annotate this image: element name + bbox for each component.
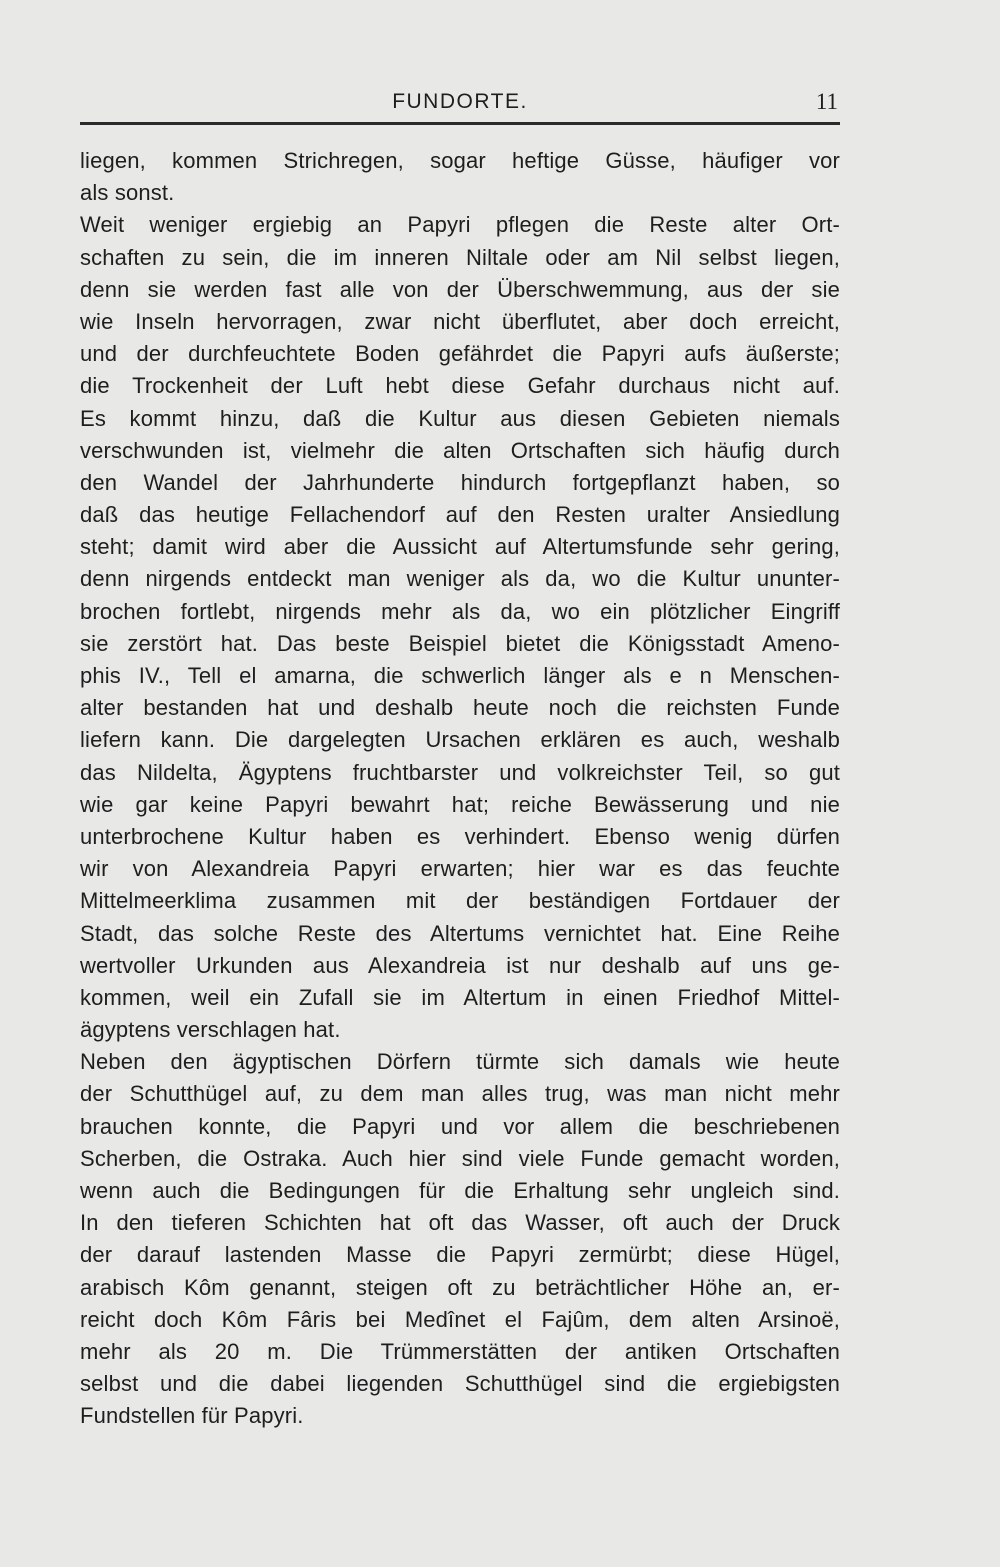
text-line: arabisch Kôm genannt, steigen oft zu beträchtlicher Höhe an, er- <box>80 1274 840 1300</box>
text-line: brochen fortlebt, nirgends mehr als da, wo ein plötzlicher Eingriff <box>80 598 840 624</box>
text-line: Scherben, die Ostraka. Auch hier sind viele Funde gemacht worden, <box>80 1145 840 1171</box>
text-line: den Wandel der Jahrhunderte hindurch fortgepflanzt haben, so <box>80 469 840 495</box>
text-line: Stadt, das solche Reste des Altertums vernichtet hat. Eine Reihe <box>80 920 840 946</box>
text-line: die Trockenheit der Luft hebt diese Gefahr durchaus nicht auf. <box>80 373 840 399</box>
text-line: wertvoller Urkunden aus Alexandreia ist nur deshalb auf uns ge- <box>80 952 840 978</box>
text-line: denn sie werden fast alle von der Überschwemmung, aus der sie <box>80 276 840 302</box>
text-line: Neben den ägyptischen Dörfern türmte sich damals wie heute <box>80 1049 840 1075</box>
text-line: liefern kann. Die dargelegten Ursachen erklären es auch, weshalb <box>80 727 840 753</box>
text-line: reicht doch Kôm Fâris bei Medînet el Fajûm, dem alten Arsinoë, <box>80 1306 840 1332</box>
text-line: wir von Alexandreia Papyri erwarten; hier war es das feuchte <box>80 856 840 882</box>
text-line: Es kommt hinzu, daß die Kultur aus diesen Gebieten niemals <box>80 405 840 431</box>
text-line: Weit weniger ergiebig an Papyri pflegen die Reste alter Ort- <box>80 212 840 238</box>
text-line: phis IV., Tell el amarna, die schwerlich länger als e n Menschen- <box>80 663 840 688</box>
text-line: Fundstellen für Papyri. <box>80 1403 304 1429</box>
text-line: verschwunden ist, vielmehr die alten Ortschaften sich häufig durch <box>80 437 840 463</box>
text-line: wenn auch die Bedingungen für die Erhaltung sehr ungleich sind. <box>80 1178 840 1203</box>
running-head <box>80 88 840 125</box>
text-line: und der durchfeuchtete Boden gefährdet die Papyri aufs äußerste; <box>80 341 840 367</box>
text-line: wie gar keine Papyri bewahrt hat; reiche Bewässerung und nie <box>80 791 840 817</box>
text-line: kommen, weil ein Zufall sie im Altertum in einen Friedhof Mittel- <box>80 984 840 1010</box>
text-line: mehr als 20 m. Die Trümmerstätten der antiken Ortschaften <box>80 1338 840 1364</box>
text-line: das Nildelta, Ägyptens fruchtbarster und volkreichster Teil, so gut <box>80 759 840 785</box>
page-number: 11 <box>815 89 838 114</box>
text-line: der darauf lastenden Masse die Papyri zermürbt; diese Hügel, <box>80 1242 840 1268</box>
text-line: In den tieferen Schichten hat oft das Wasser, oft auch der Druck <box>80 1210 840 1236</box>
text-line: denn nirgends entdeckt man weniger als da, wo die Kultur ununter- <box>80 566 840 592</box>
text-line: der Schutthügel auf, zu dem man alles trug, was man nicht mehr <box>80 1081 840 1107</box>
text-line: brauchen konnte, die Papyri und vor allem die beschriebenen <box>80 1113 840 1139</box>
text-line: als sonst. <box>80 180 175 206</box>
text-line: alter bestanden hat und deshalb heute noch die reichsten Funde <box>80 695 840 721</box>
text-line: sie zerstört hat. Das beste Beispiel bietet die Königsstadt Ameno- <box>80 630 840 656</box>
text-line: Mittelmeerklima zusammen mit der beständigen Fortdauer der <box>80 888 840 914</box>
text-line: ägyptens verschlagen hat. <box>80 1017 341 1043</box>
running-title: FUNDORTE. <box>392 90 528 113</box>
text-line: daß das heutige Fellachendorf auf den Resten uralter Ansiedlung <box>80 502 840 528</box>
text-line: selbst und die dabei liegenden Schutthügel sind die ergiebigsten <box>80 1371 840 1397</box>
text-line: steht; damit wird aber die Aussicht auf Altertumsfunde sehr gering, <box>80 534 840 560</box>
text-line: liegen, kommen Strichregen, sogar heftige Güsse, häufiger vor <box>80 148 840 173</box>
body-text <box>80 145 840 1433</box>
text-line: schaften zu sein, die im inneren Niltale oder am Nil selbst liegen, <box>80 244 840 270</box>
text-line: unterbrochene Kultur haben es verhindert. Ebenso wenig dürfen <box>80 823 840 849</box>
text-line: wie Inseln hervorragen, zwar nicht überflutet, aber doch erreicht, <box>80 308 840 334</box>
